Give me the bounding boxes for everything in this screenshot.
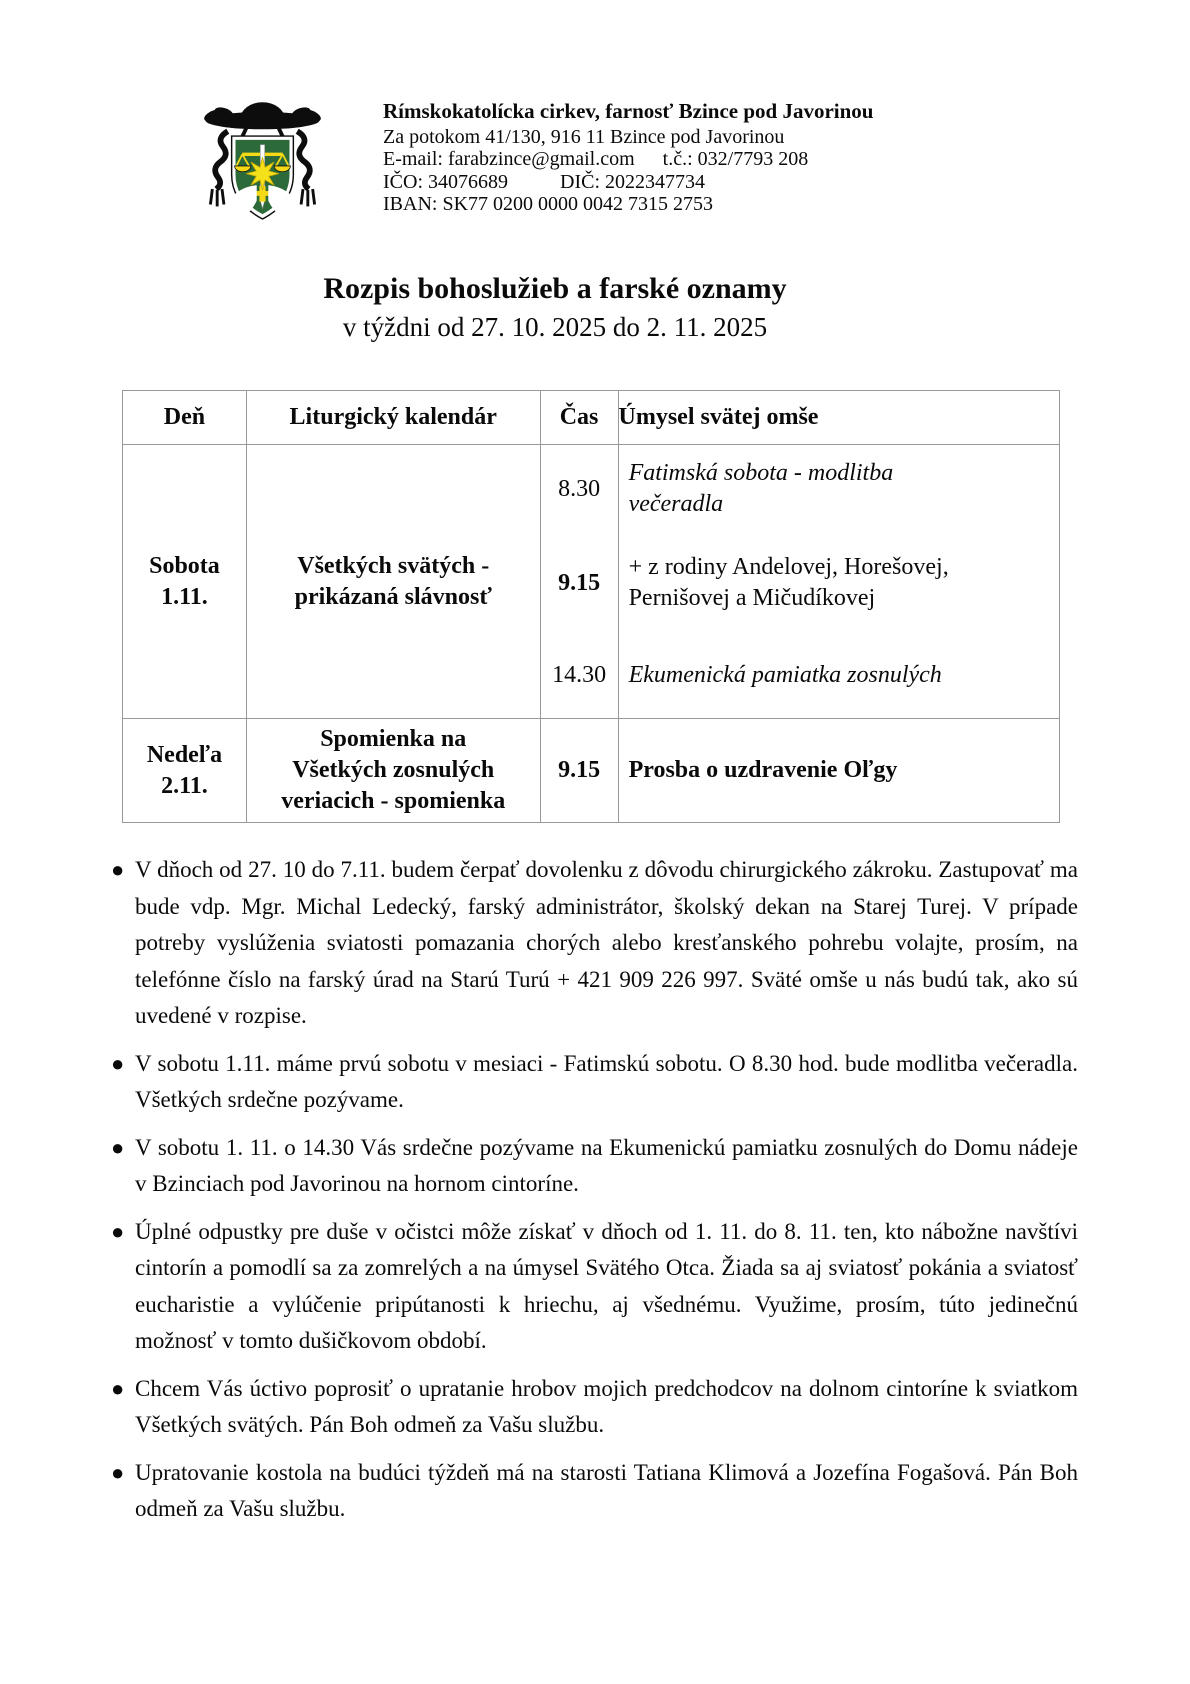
announcement-item xyxy=(101,1455,1078,1528)
mass-schedule-table xyxy=(122,390,1060,823)
crest-tassel-left xyxy=(210,189,224,206)
document-subtitle: v týždni od 27. 10. 2025 do 2. 11. 2025 xyxy=(342,312,768,342)
times-and-intentions-cell-sunday xyxy=(540,719,1059,823)
parish-contact-line xyxy=(383,148,1083,171)
parish-address: Za potokom 41/130, 916 11 Bzince pod Javorinou xyxy=(383,125,785,148)
parish-registration-line xyxy=(383,171,1083,194)
parish-phone: t.č.: 032/7793 208 xyxy=(662,148,809,170)
mass-intention: Ekumenická pamiatka zosnulých xyxy=(628,662,942,688)
parish-email: E-mail: farabzince@gmail.com xyxy=(383,148,635,170)
liturgical-calendar-cell-saturday: Všetkých svätých - prikázaná slávnosť xyxy=(246,445,540,719)
letterhead-text xyxy=(383,100,1083,216)
mass-time: 14.30 xyxy=(541,633,619,718)
announcement-item xyxy=(101,1371,1078,1444)
column-header-day: Deň xyxy=(123,391,247,445)
mass-intention: Fatimská sobota - modlitba večeradla xyxy=(628,460,894,517)
announcement-item xyxy=(101,1130,1078,1203)
document-title: Rozpis bohoslužieb a farské oznamy xyxy=(323,272,787,305)
crest-cord-left xyxy=(215,131,228,189)
crest-cord-right xyxy=(297,131,310,189)
bullet-icon: ● xyxy=(111,1050,125,1076)
liturgical-calendar-cell-sunday: Spomienka na Všetkých zosnulých veriacich - spomienka xyxy=(246,719,540,823)
parish-dic: DIČ: 2022347734 xyxy=(560,170,705,193)
day-date: 2.11. xyxy=(161,772,208,799)
crest-wing-right xyxy=(268,185,296,223)
mass-intention: Prosba o uzdravenie Oľgy xyxy=(628,757,898,783)
announcement-item xyxy=(101,852,1078,1035)
mass-time: 9.15 xyxy=(541,719,619,822)
announcement-text: Chcem Vás úctivo poprosiť o upratanie hrobov mojich predchodcov na dolnom cintoríne k sviatkom Všetkých svätých. Pán Boh odmeň za Vašu službu. xyxy=(135,1375,1078,1437)
parish-iban: IBAN: SK77 0200 0000 0042 7315 2753 xyxy=(383,193,714,215)
column-header-time: Čas xyxy=(540,391,618,445)
crest-tassel-right xyxy=(301,189,315,206)
announcement-text: V dňoch od 27. 10 do 7.11. budem čerpať dovolenku z dôvodu chirurgického zákroku. Zastupovať ma bude vdp. Mgr. Michal Ledecký, farský administrátor, školský dekan na Starej Turej. V prípade potreby vyslúženia sviatosti pomazania chorých alebo kresťanského pohrebu volajte, prosím, na telefónne číslo na farský úrad na Starú Turú + 421 909 226 997. Sväté omše u nás budú tak, ako sú uvedené v rozpise. xyxy=(135,857,1078,1028)
announcement-text: Upratovanie kostola na budúci týždeň má na starosti Tatiana Klimová a Jozefína Fogašová. Pán Boh odmeň za Vašu službu. xyxy=(135,1459,1078,1521)
bullet-icon: ● xyxy=(111,1134,125,1160)
announcement-text: V sobotu 1.11. máme prvú sobotu v mesiaci - Fatimskú sobotu. O 8.30 hod. bude modlitba večeradla. Všetkých srdečne pozývame. xyxy=(135,1050,1078,1112)
parish-ico: IČO: 34076689 xyxy=(383,170,508,193)
column-header-mass-intention: Úmysel svätej omše xyxy=(618,391,1060,445)
table-row-sunday xyxy=(123,719,1060,823)
day-cell-sunday xyxy=(123,719,247,823)
title-block xyxy=(85,272,1025,344)
parish-name: Rímskokatolícka cirkev, farnosť Bzince pod Javorinou xyxy=(383,99,874,123)
announcement-text: V sobotu 1. 11. o 14.30 Vás srdečne pozývame na Ekumenickú pamiatku zosnulých do Domu nádeje v Bzinciach pod Javorinou na hornom cintoríne. xyxy=(135,1134,1078,1196)
crest-star xyxy=(246,157,279,190)
announcement-item xyxy=(101,1046,1078,1119)
crest-hat-brim xyxy=(206,112,320,129)
bullet-icon: ● xyxy=(111,857,125,882)
announcement-text: Úplné odpustky pre duše v očistci môže získať v dňoch od 1. 11. do 8. 11. ten, kto nábožne navštívi cintorín a pomodlí sa za zomrelých a na úmysel Svätého Otca. Žiada sa aj sviatosť pokánia a sviatosť eucharistie a vylúčenie pripútanosti k hriechu, aj všednému. Využime, prosím, túto jedinečnú možnosť v tomto dušičkovom období. xyxy=(135,1218,1078,1353)
bullet-icon: ● xyxy=(111,1218,125,1244)
table-header-row xyxy=(123,391,1060,445)
table-row-saturday xyxy=(123,445,1060,719)
parish-crest-emblem xyxy=(195,95,330,233)
day-name: Nedeľa xyxy=(146,741,223,768)
times-and-intentions-cell-saturday xyxy=(540,445,1059,719)
mass-time: 8.30 xyxy=(541,445,619,533)
mass-intention: + z rodiny Andelovej, Horešovej, Pernišovej a Mičudíkovej xyxy=(628,554,949,611)
day-date: 1.11. xyxy=(161,583,208,610)
day-cell-saturday xyxy=(123,445,247,719)
day-name: Sobota xyxy=(149,552,220,579)
mass-time: 9.15 xyxy=(541,533,619,633)
announcements-list xyxy=(101,852,1078,1539)
bullet-icon: ● xyxy=(111,1375,125,1401)
crest-wing-left xyxy=(229,185,257,223)
column-header-liturgical-calendar: Liturgický kalendár xyxy=(246,391,540,445)
announcement-item xyxy=(101,1214,1078,1360)
bullet-icon: ● xyxy=(111,1459,125,1485)
